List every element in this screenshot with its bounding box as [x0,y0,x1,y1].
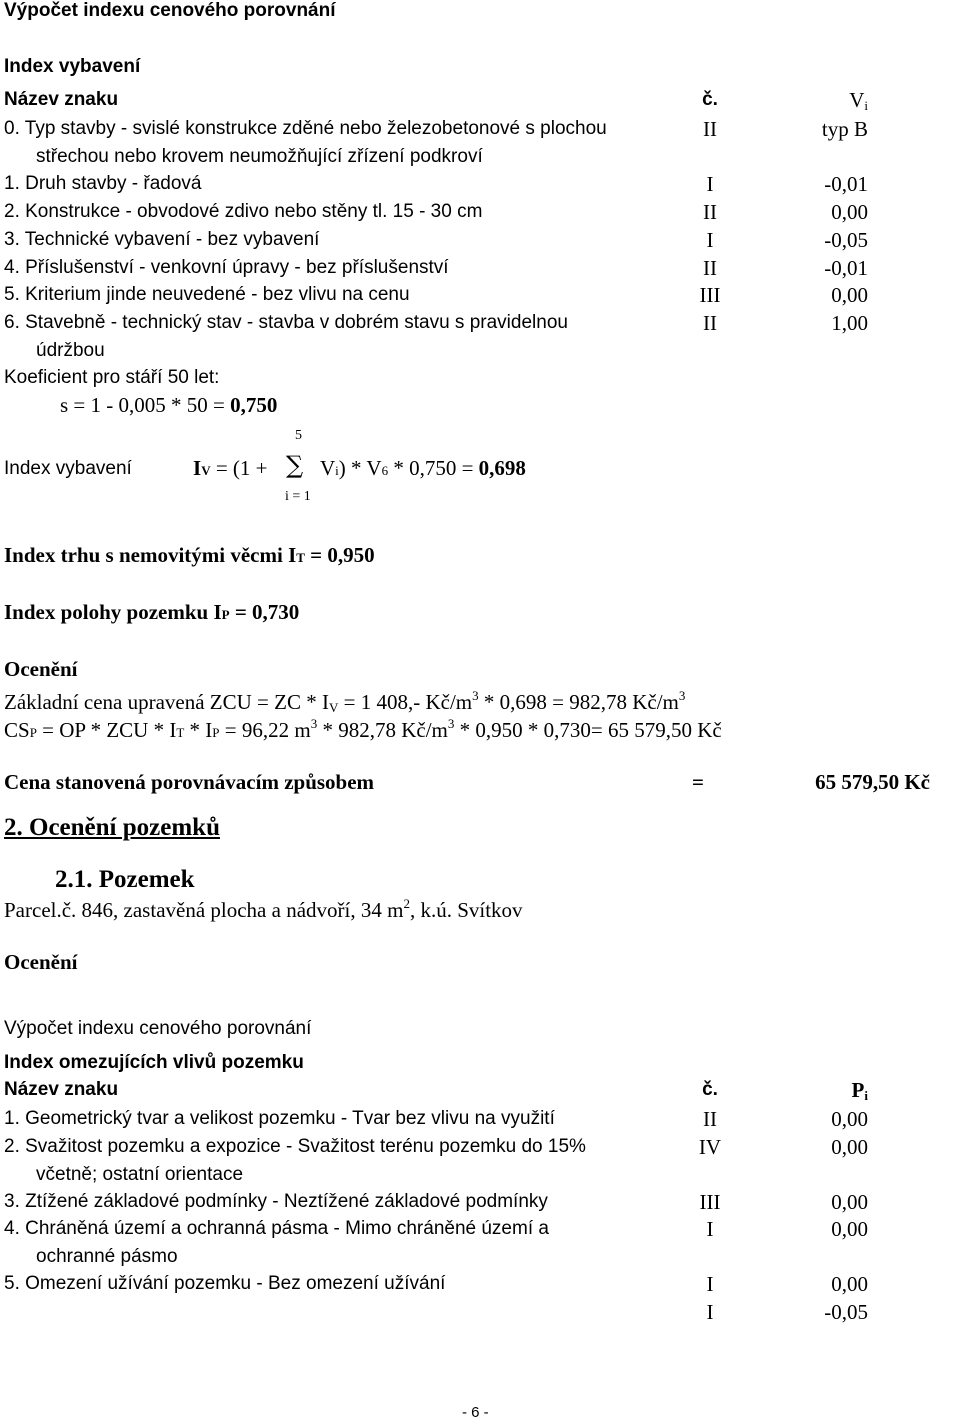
row-text: 0. Typ stavby - svislé konstrukce zděné nebo železobetonové s plochou [4,118,607,139]
age-coefficient-result: 0,750 [230,393,278,417]
formula-label: Index vybavení [4,458,132,479]
parcel-description: Parcel.č. 846, zastavěná plocha a nádvoří, 34 $m^2$, k.ú. Svítkov [4,896,523,922]
row-value: 0,00 [831,200,868,224]
valuation-title: Ocenění [4,657,78,681]
row-value: 0,00 [831,1135,868,1159]
age-coefficient-label: Koeficient pro stáří 50 let: [4,367,220,388]
row-value: 0,00 [831,1190,868,1214]
table-header-val: Pi [851,1078,868,1103]
row-text: 4. Chráněná území a ochranná pásma - Mimo chráněné území a [4,1218,549,1239]
section-subtitle: Index vybavení [4,56,141,77]
comparison-price-formula: CSP = OP * ZCU * IT * IP = 96,22 $m^3 * 982,78$ $Kč/m^3 * 0,950 * 0,730= 65$ 579,50 Kč [4,716,722,742]
row-value: 0,00 [831,1217,868,1241]
row-value: typ B [821,117,868,141]
row-text: 1. Druh stavby - řadová [4,173,202,194]
row-text: 2. Svažitost pozemku a expozice - Svažitost terénu pozemku do 15% [4,1136,586,1157]
row-no: IV [698,1135,722,1159]
table-header-val: Vi [849,88,868,113]
row-value: -0,05 [824,1300,868,1324]
row-value: -0,01 [824,172,868,196]
row-no: I [706,172,714,196]
row-no: II [703,256,717,280]
row-value: 0,00 [831,283,868,307]
valuation-title: Ocenění [4,950,78,974]
row-value: 1,00 [831,311,868,335]
row-no: I [706,1300,714,1324]
row-text-cont: ochranné pásmo [36,1246,178,1267]
row-value: 0,00 [831,1272,868,1296]
row-text: 1. Geometrický tvar a velikost pozemku - Tvar bez vlivu na využití [4,1108,555,1129]
section-title: Výpočet indexu cenového porovnání [4,1018,312,1039]
market-index: Index trhu s nemovitými věcmi IT = 0,950 [4,543,375,567]
page-number: - 6 - [462,1404,489,1421]
section-title: Výpočet indexu cenového porovnání [4,0,336,21]
equipment-index-formula: IV = (1 + [193,456,268,480]
subsection-heading: 2.1. Pozemek [55,866,195,893]
row-text-cont: střechou nebo krovem neumožňující zřízení podkroví [36,146,483,167]
row-value: -0,05 [824,228,868,252]
row-no: II [703,200,717,224]
row-text-cont: údržbou [36,340,105,361]
row-no: II [703,117,717,141]
row-text-cont: včetně; ostatní orientace [36,1164,244,1185]
row-no: II [703,311,717,335]
row-value: -0,01 [824,256,868,280]
row-no: III [699,1190,721,1214]
age-coefficient-formula: s = 1 - 0,005 * 50 = 0,750 [60,393,278,417]
row-value: 0,00 [831,1107,868,1131]
comparison-price-equals: = [692,770,704,794]
row-text: 3. Ztížené základové podmínky - Neztížené základové podmínky [4,1191,548,1212]
table-header-name: Název znaku [4,1079,119,1100]
comparison-price-label: Cena stanovená porovnávacím způsobem [4,770,375,794]
table-header-name: Název znaku [4,89,119,110]
row-no: III [699,283,721,307]
row-no: I [706,1272,714,1296]
equipment-index-formula-rest: Vi) * V6 * 0,750 = 0,698 [320,456,526,480]
sum-upper-limit: 5 [295,428,302,443]
adjusted-base-price: Základní cena upravená ZCU = ZC * IV = 1 408,- $Kč/m^3 * 0,698 = 982,78$ $Kč/m^3$ [4,688,686,715]
sum-symbol: ∑ [286,451,304,479]
row-text: 2. Konstrukce - obvodové zdivo nebo stěny tl. 15 - 30 cm [4,201,483,222]
comparison-price-value: 65 579,50 Kč [815,770,930,794]
row-text: 5. Kriterium jinde neuvedené - bez vlivu na cenu [4,284,410,305]
equipment-index-result: 0,698 [478,456,526,480]
row-text: 3. Technické vybavení - bez vybavení [4,229,320,250]
row-text: 6. Stavebně - technický stav - stavba v dobrém stavu s pravidelnou [4,312,568,333]
table-header-no: č. [702,89,718,110]
row-text: 4. Příslušenství - venkovní úpravy - bez příslušenství [4,257,449,278]
section-subtitle: Index omezujících vlivů pozemku [4,1052,304,1073]
position-index: Index polohy pozemku IP = 0,730 [4,600,300,624]
sum-lower-limit: i = 1 [285,489,311,504]
row-no: I [706,1217,714,1241]
row-no: II [703,1107,717,1131]
row-text: 5. Omezení užívání pozemku - Bez omezení užívání [4,1273,446,1294]
row-no: I [706,228,714,252]
section-heading: 2. Ocenění pozemků [4,814,220,841]
table-header-no: č. [702,1079,718,1100]
